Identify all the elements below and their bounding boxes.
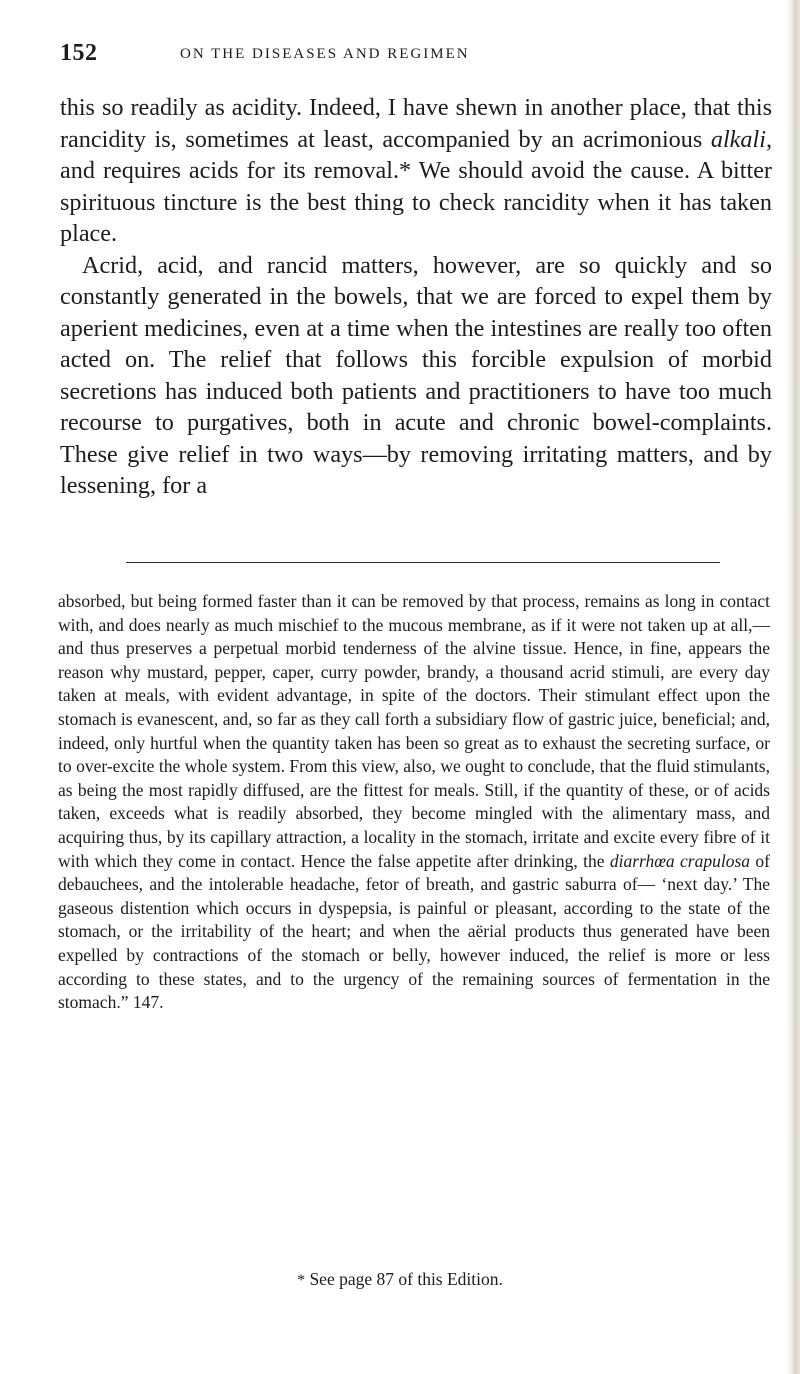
page-header <box>60 40 760 70</box>
footnote <box>0 1269 800 1290</box>
footnote-mark: * <box>297 1272 306 1289</box>
paragraph-2: Acrid, acid, and rancid matters, however, are so quickly and so constantly generated in the bowels, that we are forced to expel them by aperient medicines, even at a time when the intestines are really too often acted on. The relief that follows this forcible expulsion of morbid secretions has induced both patients and practitioners to have too much recourse to purgatives, both in acute and chronic bowel-complaints. These give relief in two ways—by removing irritating matters, and by lessening, for a <box>60 251 772 499</box>
footnote-divider <box>126 562 720 563</box>
note-italic: diarrhœa crapulosa <box>609 850 751 871</box>
continued-note <box>58 590 770 1015</box>
page-edge-shadow <box>786 0 800 1374</box>
footnote-text: See page 87 of this Edition. <box>309 1269 503 1289</box>
note-text-start: absorbed, but being formed faster than it can be removed by that process, remains as long in contact with, and does nearly as much mischief to the mucous membrane, as if it were not taken up at all,—and thus preserves a perpetual morbid tenderness of the alvine tissue. Hence, in fine, appears the reason why mustard, pepper, caper, curry powder, brandy, a thousand acrid stimuli, are every day taken at meals, with evident advantage, in spite of the doctors. Their stimulant effect upon the stomach is evanescent, and, so far as they call forth a subsidiary flow of gastric juice, beneficial; and, indeed, only hurtful when the quantity taken has been so great as to exhaust the secreting surface, or to over-excite the whole system. From this view, also, we ought to conclude, that the fluid stimulants, as being the most rapidly diffused, are the fittest for meals. Still, if the quantity of these, or of acids taken, exceeds what is readily absorbed, they become mingled with the alimentary mass, and acquiring thus, by its capillary attraction, a locality in the stomach, irritate and excite every fibre of it with which they come in contact. Hence the false appetite after drinking, the <box>58 591 770 871</box>
note-paragraph <box>58 590 770 1015</box>
paragraph-1-end: and requires acids for its removal.* We should avoid the cause. A bitter spirituous tincture is the best thing to check rancidity when it has taken place. <box>60 157 772 247</box>
note-text-end: of debauchees, and the intolerable headache, fetor of breath, and gastric saburra of— ‘next day.’ The gaseous distention which occurs in dyspepsia, is painful or pleasant, according to the state of the stomach, or the irritability of the heart; and when the aërial products thus generated have been expelled by contractions of the stomach or belly, however induced, the relief is more or less according to these states, and to the urgency of the remaining sources of fermentation in the stomach.” 147. <box>58 850 770 1013</box>
running-head: ON THE DISEASES AND REGIMEN <box>180 46 470 62</box>
paragraph-1 <box>60 92 772 250</box>
paragraph-1-italic: alkali, <box>710 125 772 153</box>
paragraph-1-start: this so readily as acidity. Indeed, I have shewn in another place, that this rancidity is, sometimes at least, accompanied by an acrimonious <box>60 94 772 153</box>
page-number: 152 <box>60 40 98 66</box>
main-text <box>60 92 772 502</box>
